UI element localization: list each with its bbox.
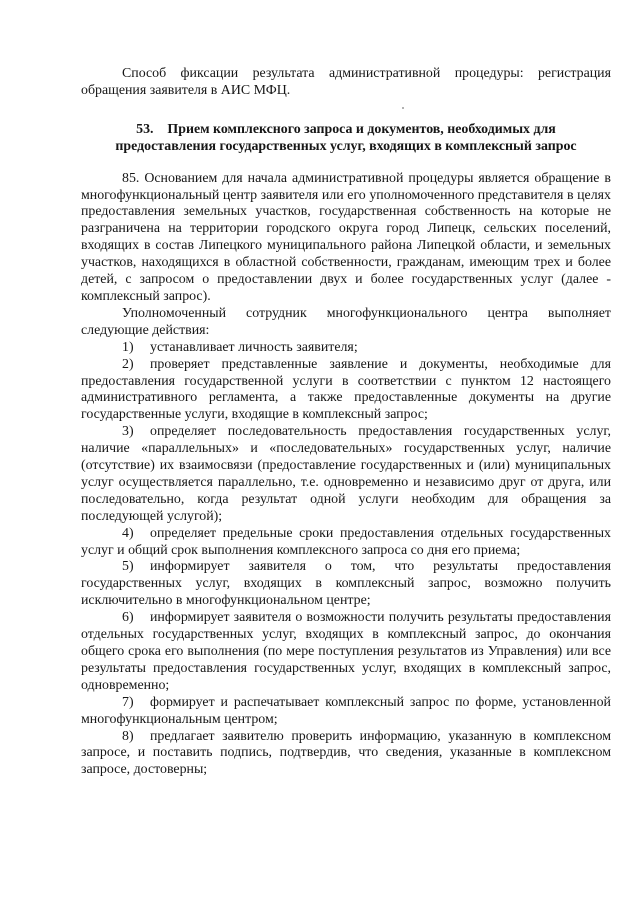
list-item-text: предлагает заявителю проверить информацию, указанную в комплексном запросе, и поставить подпись, подтвердив, что сведения, указанные в комплексном запросе, достоверны; (81, 728, 611, 778)
list-item-number: 7) (122, 694, 134, 710)
list-item-text: проверяет представленные заявление и документы, необходимые для предоставления государственной услуги в соответствии с пунктом 12 настоящего административного регламента, а также предоставленные документы на другие государственные услуги, входящие в комплексный запрос; (81, 356, 611, 423)
list-item-text: определяет последовательность предоставления государственных услуг, наличие «параллельных» и «последовательных» государственных услуг, наличие (отсутствие) их взаимосвязи (предоставление государственных и (или) муниципальных услуг осуществляется параллельно, т.е. одновременно и независимо друг от друга, или последовательно, когда результат одной услуги необходим для обращения за последующей услугой); (81, 424, 611, 524)
list-item-text: информирует заявителя о возможности получить результаты предоставления отдельных государственных услуг, входящих в комплексный запрос, до окончания общего срока его выполнения (по мере поступления результатов из Управления) или все результаты предоставления государственных услуг, входящих в комплексный запрос, одновременно; (81, 610, 611, 693)
list-item (81, 357, 611, 425)
list-item (81, 340, 611, 357)
actions-lead: Уполномоченный сотрудник многофункционального центра выполняет следующие действия: (81, 305, 611, 338)
list-item (81, 559, 611, 610)
list-item (81, 424, 611, 525)
list-item (81, 695, 611, 729)
list-item-number: 8) (122, 728, 134, 744)
list-item-number: 5) (122, 559, 134, 575)
list-item-number: 2) (122, 356, 134, 372)
list-item-number: 3) (122, 424, 134, 440)
list-item-text: информирует заявителя о том, что результаты предоставления государственных услуг, входящих в комплексный запрос, возможно получить исключительно в многофункциональном центре; (81, 559, 611, 609)
list-item (81, 729, 611, 780)
action-list (81, 340, 611, 780)
list-item-number: 4) (122, 525, 134, 541)
list-item-text: устанавливает личность заявителя; (150, 339, 358, 355)
list-item-text: определяет предельные сроки предоставления отдельных государственных услуг и общий срок выполнения комплексного запроса со дня его приема; (81, 525, 611, 558)
list-item-text: формирует и распечатывает комплексный запрос по форме, установленной многофункциональным центром; (81, 694, 611, 727)
section-heading (81, 122, 611, 156)
section-title: Прием комплексного запроса и документов, необходимых для предоставления государственных услуг, входящих в комплексный запрос (115, 121, 577, 154)
paragraph-85: 85. Основанием для начала административной процедуры является обращение в многофункциональный центр заявителя или его уполномоченного представителя в целях предоставления земельных участков, государственная собственность на которые не разграничена на территории городского округа город Липецк, сельских поселений, входящих в состав Липецкого муниципального района Липецкой области, и земельных участков, находящихся в областной собственности, гражданам, имеющим трех и более детей, с запросом о предоставлении двух и более государственных услуг (далее - комплексный запрос). (81, 170, 611, 304)
scan-speck (402, 107, 404, 109)
list-item (81, 526, 611, 560)
intro-paragraph: Способ фиксации результата административной процедуры: регистрация обращения заявителя в АИС МФЦ. (81, 66, 611, 98)
list-item (81, 610, 611, 695)
list-item-number: 6) (122, 610, 134, 626)
section-number: 53. (136, 121, 154, 137)
list-item-number: 1) (122, 339, 134, 355)
